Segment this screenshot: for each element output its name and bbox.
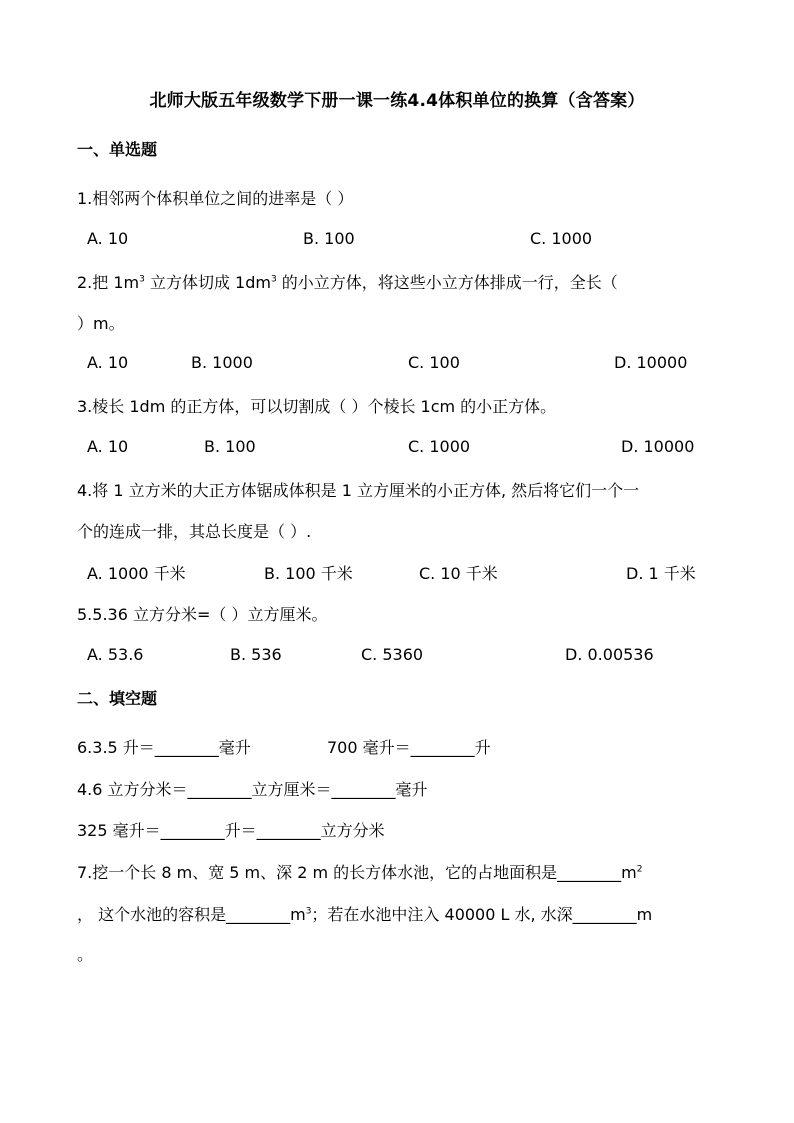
- question-7-line-1: 7.挖一个长 8 m、宽 5 m、深 2 m 的长方体水池，它的占地面积是$\_\_\_\_\_\_\_\_m^2$: [77, 863, 643, 882]
- question-1-option-b: B. 100: [303, 229, 355, 248]
- question-5-option-d: D. 0.00536: [565, 645, 654, 664]
- question-6-line-2: 4.6 立方分米＝________立方厘米＝________毫升: [77, 780, 428, 799]
- question-5-option-b: B. 536: [230, 645, 282, 664]
- question-2-stem: 2.把 $1m^3$ 立方体切成 $1dm^3$ 的小立方体，将这些小立方体排成一行，全长（: [77, 273, 618, 292]
- question-4-option-c: C. 10 千米: [419, 564, 498, 583]
- question-3-option-b: B. 100: [204, 437, 256, 456]
- question-4-option-b: B. 100 千米: [264, 564, 353, 583]
- question-3-stem: 3.棱长 1dm 的正方体，可以切割成（ ）个棱长 1cm 的小正方体。: [77, 397, 557, 416]
- question-2-option-a: A. 10: [87, 353, 129, 372]
- question-7-line-2: ， 这个水池的容积是$\_\_\_\_\_\_\_\_m^3$；若在水池中注入 40000 L 水, 水深________m: [77, 905, 653, 924]
- question-7-line-3: 。: [77, 945, 94, 964]
- question-2-option-c: C. 100: [408, 353, 460, 372]
- question-4-stem-continued: 个的连成一排，其总长度是（ ）.: [77, 522, 312, 541]
- question-1-stem: 1.相邻两个体积单位之间的进率是（ ）: [77, 189, 354, 208]
- question-6-line-3: 325 毫升＝________升＝________立方分米: [77, 821, 385, 840]
- question-5-option-c: C. 5360: [361, 645, 424, 664]
- question-3-option-c: C. 1000: [408, 437, 471, 456]
- document-title: 北师大版五年级数学下册一课一练4.4体积单位的换算（含答案）: [149, 91, 645, 111]
- question-6-part-2: 700 毫升＝________升: [327, 738, 491, 757]
- question-1-option-c: C. 1000: [530, 229, 593, 248]
- question-4-option-a: A. 1000 千米: [87, 564, 186, 583]
- question-2-option-b: B. 1000: [191, 353, 253, 372]
- question-2-option-d: D. 10000: [614, 353, 688, 372]
- question-6-part-1: 6.3.5 升＝________毫升: [77, 738, 251, 757]
- section-heading-single-choice: 一、单选题: [77, 140, 158, 159]
- question-2-stem-continued: ）m。: [77, 314, 125, 333]
- question-4-option-d: D. 1 千米: [626, 564, 696, 583]
- question-3-option-d: D. 10000: [621, 437, 695, 456]
- question-3-option-a: A. 10: [87, 437, 129, 456]
- question-5-option-a: A. 53.6: [87, 645, 144, 664]
- question-4-stem: 4.将 1 立方米的大正方体锯成体积是 1 立方厘米的小正方体, 然后将它们一个一: [77, 481, 640, 500]
- question-1-option-a: A. 10: [87, 229, 129, 248]
- section-heading-fill-in: 二、填空题: [77, 689, 158, 708]
- question-5-stem: 5.5.36 立方分米=（ ）立方厘米。: [77, 605, 328, 624]
